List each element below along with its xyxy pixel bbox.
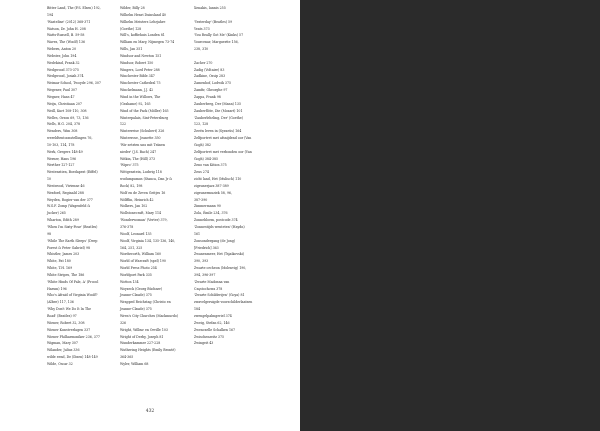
index-entry: Zamfir, Gheorghe 97 xyxy=(194,88,228,93)
index-entry: Jucker) 265 xyxy=(47,211,66,216)
index-entry: Zamenhof, Lodwik 375 xyxy=(194,81,231,86)
index-entry: Winterrose, Jeanette 350 xyxy=(120,136,161,141)
page-number: 432 xyxy=(145,409,155,414)
index-entry: (Albee) 117, 136 xyxy=(47,300,74,305)
index-entry: Who's Afraid of Virginia Woolf? xyxy=(47,293,98,298)
index-entry: Woolf, Virginia 134, 135-136, 140, xyxy=(120,238,176,243)
index-entry: Winchester Cathedral 75 xyxy=(120,81,161,86)
index-entry: Wegner, Hans 47 xyxy=(47,94,75,99)
index-entry: Zauberberg, Der (Mann) 135 xyxy=(194,101,241,106)
index-entry: Zeno van Kition 375 xyxy=(194,163,227,168)
index-entry: Częstochowa 378 xyxy=(194,286,223,291)
index-entry: Westwood, Vivienne 46 xyxy=(47,183,85,188)
index-entry: 376-378 xyxy=(120,225,134,229)
index-entry: Xenakis, Iannis 255 xyxy=(194,6,226,10)
index-entry: Windsor and Newton 151 xyxy=(120,53,162,58)
index-entry: Wingers, Lord Peter 288 xyxy=(120,67,160,72)
index-entry: Whistler, James 203 xyxy=(47,252,80,257)
index-column-3 xyxy=(194,5,260,347)
index-entry: Watson, Dr. John H. 208 xyxy=(47,26,86,31)
index-entry: Woyzeck (Georg Büchner) xyxy=(120,286,163,291)
index-entry: Wotton 134 xyxy=(120,279,139,284)
index-entry: Wordsworth, William 160 xyxy=(120,252,162,257)
index-entry: Winckelmann, J.J. 42 xyxy=(120,88,154,93)
index-column-2 xyxy=(120,5,186,368)
index-entry: 'While The Earth Sleeps' (Deep xyxy=(47,238,98,243)
index-entry: Zwischenzeitz 375 xyxy=(194,334,225,339)
index-entry: World Press Photo 254 xyxy=(120,266,157,271)
index-entry: 'When I'm Sixty-Four' (Beatles) xyxy=(47,225,98,229)
index-entry: Zelfportret met verbonden oor (Van xyxy=(194,149,252,154)
index-entry: Rock) 82, 198 xyxy=(120,183,143,188)
index-entry: [Friedrich] 363 xyxy=(194,245,219,250)
index-entry: Zwingeit 43 xyxy=(194,341,214,346)
index-entry: 98 xyxy=(47,231,52,236)
index-entry: Wunderkammer 227-228 xyxy=(120,341,161,346)
index-entry: Wilder, Billy 28 xyxy=(120,6,145,10)
index-entry: Zadig (Voltaire) 83 xyxy=(194,67,225,72)
index-entry: Zwanenmeer, Het (Tsjaikovski) xyxy=(194,252,244,257)
index-entry: Yeats 373 xyxy=(194,26,210,31)
index-entry: Wenders, Wim 308 xyxy=(47,129,78,134)
index-entry: 'Zonnestijds wenteten' (Haydn) xyxy=(194,225,245,229)
index-entry: Wölfflin, Heinrich 42 xyxy=(120,197,154,202)
index-entry: Wharton, Edith 289 xyxy=(47,218,79,223)
index-entry: White, T.H. 169 xyxy=(47,266,73,271)
index-entry: (Grahame) 92, 165 xyxy=(120,101,151,106)
index-entry: Wiener Philharmoniker 236, 377 xyxy=(47,334,100,339)
index-entry: Watts-Russell, B. 59-58 xyxy=(47,33,85,38)
index-entry: Weyden, Rogier van der 377 xyxy=(47,197,93,202)
index-entry: Wright of Derby, Joseph 81 xyxy=(120,334,164,339)
index-entry: 238, 310 xyxy=(194,47,209,52)
index-entry: zwavelgeruigde voorschilderlaatsen xyxy=(194,300,253,305)
index-entry: zwengelpalmgeriel 374 xyxy=(194,313,232,318)
index-entry: Worldport Park 335 xyxy=(120,272,152,277)
index-entry: Wiener, Robert 32, 308 xyxy=(47,320,85,325)
index-entry: Wills, Jan 351 xyxy=(120,47,143,52)
index-entry: Yourcenar, Marguerite 156, xyxy=(194,40,239,45)
index-entry xyxy=(194,53,260,60)
index-entry: Zola, Émile 234, 376 xyxy=(194,211,228,216)
index-entry: 'You Really Got Me' (Kinks) 57 xyxy=(194,33,244,38)
index-entry: William en Mary, Nijmegen 73-74 xyxy=(120,40,175,45)
index-entry: 'Yesterday' (Beatles) 59 xyxy=(194,19,233,24)
index-entry: 10-103, 114, 178 xyxy=(47,142,75,147)
index-entry: Winterreise (Schubert) 326 xyxy=(120,129,165,134)
index-entry: Wegener, Paul 307 xyxy=(47,88,78,93)
index-entry: Forest & Peter Gabriel) 98 xyxy=(47,245,90,250)
index-entry: Bitter Land, The (P.S. Elsen) 192, xyxy=(47,6,101,10)
index-entry: Woolf, Leonard 135 xyxy=(120,231,152,236)
index-entry: Wilander, Julius 336 xyxy=(47,348,80,353)
index-entry: Zimmermann 90 xyxy=(194,204,221,209)
index-entry: Weijn, Christiaan 207 xyxy=(47,101,82,106)
index-entry: 'Wonderwoman' (Verter) 379, xyxy=(120,218,168,223)
index-entry: W.G.F. Zomp (Wagenfeld & xyxy=(47,204,91,209)
index-entry: Zacher 270 xyxy=(194,60,213,65)
index-entry: Wolkers, Jan 102 xyxy=(120,204,148,209)
index-entry: Werner, Hans 196 xyxy=(47,156,77,161)
index-entry: (Goethe) 128 xyxy=(120,26,142,31)
index-entry: White, Pat 180 xyxy=(47,259,71,264)
index-entry: Wright, Wilbur en Orville 103 xyxy=(120,327,168,332)
index-entry: 326 xyxy=(120,320,127,325)
index-entry xyxy=(194,12,260,19)
index-entry: Wren's City Churches (Mackmurdo) xyxy=(120,313,179,318)
index-entry: 123, 128 xyxy=(194,122,209,127)
index-entry: 'White Hinds Of Pale, A' (Procol xyxy=(47,279,99,284)
index-entry: Road' (Beatles) 97 xyxy=(47,313,77,318)
index-entry: Wedgwood, Josiah 374 xyxy=(47,74,84,79)
index-entry: Wilde, Oscar 32 xyxy=(47,361,73,366)
index-entry: Wiener Kunstverlagen 337 xyxy=(47,327,91,332)
index-entry: Wilhelm Henri Duinsland 40 xyxy=(120,12,166,17)
index-entry: 161 xyxy=(194,231,201,236)
index-entry: Werk, Gregers 148-49 xyxy=(47,149,83,154)
empty-viewer-area xyxy=(300,0,600,431)
index-entry: wodumpumus (Stanca, Dan Jr & xyxy=(120,177,173,182)
index-entry: Wind of the Pack (Möller) 165 xyxy=(120,108,169,113)
index-entry: 10 xyxy=(47,177,52,182)
index-entry: Zwenczelle Schalken 167 xyxy=(194,327,236,332)
index-entry: wilde eend, De (Ibsen) 148-149 xyxy=(47,355,98,360)
index-entry: 'Why Don't We Do It In The xyxy=(47,307,92,312)
index-entry: Wyler, William 68 xyxy=(120,361,149,366)
index-entry: Wigman, Mary 307 xyxy=(47,341,78,346)
index-entry: Wexford, Reginald 288 xyxy=(47,190,84,195)
index-entry: Windsor, Robert 150 xyxy=(120,60,154,65)
index-entry: Zeeën leven in (Syraeüs) 164 xyxy=(194,129,242,134)
index-entry: zigeunermuziek 58, 96, xyxy=(194,190,232,195)
index-entry: Weimar School, Twoyde 296, 307 xyxy=(47,81,101,86)
index-entry: Winterpalais, Sint-Petersburg xyxy=(120,115,169,120)
index-entry: 'Zwarte Schilderijen' (Goya) 81 xyxy=(194,293,245,298)
index-entry: Werther 127-127 xyxy=(47,163,75,168)
index-entry: Wedgwood 373-375 xyxy=(47,67,79,72)
index-entry: Jeanne-Claude) 375 xyxy=(120,307,152,312)
index-entry: Webster, John 194 xyxy=(47,53,77,58)
index-entry: Welles, Orson 69, 73, 136 xyxy=(47,115,89,120)
index-entry: World of Warcraft (spel) 190 xyxy=(120,259,166,264)
index-entry: Zappa, Frank 98 xyxy=(194,94,221,99)
index-entry: Zweig, Stefan 62, 146 xyxy=(194,320,230,325)
index-entry: Zeus 274 xyxy=(194,170,209,175)
index-entry: Westenstien, Boedapest (Eiffel) xyxy=(47,170,98,175)
index-entry: Wedekind, Frank 32 xyxy=(47,60,80,65)
index-entry: wereldtentoonstellingen 76, xyxy=(47,136,93,141)
index-entry: Webern, Anton 20 xyxy=(47,47,77,52)
index-entry: Wollstonecraft, Mary 114 xyxy=(120,211,162,216)
index-entry: Wittgenstein, Ludwig 118 xyxy=(120,170,162,175)
index-entry: 164, 251, 325 xyxy=(120,245,143,250)
index-entry: Weill, Kurt 108-110, 308 xyxy=(47,108,87,113)
index-entry: Winchester Bible 347 xyxy=(120,74,155,79)
index-entry: Wuthering Heights (Emily Brontë) xyxy=(120,348,176,353)
index-entry: Zelfportret met afsnijdend oor (Van xyxy=(194,136,252,141)
index-entry: Harum) 196 xyxy=(47,286,67,291)
index-entry: White Stripes, The 186 xyxy=(47,272,85,277)
index-entry: Gogh) 382 xyxy=(194,142,211,147)
index-entry: Zonsondergang (de Jong) xyxy=(194,238,236,243)
index-entry: Zonnebloem, postcode 374 xyxy=(194,218,238,223)
index-entry: zigeunerjazz 387-389 xyxy=(194,183,229,188)
index-entry: 394, 396-397 xyxy=(194,272,216,277)
index-entry: Wilhelm Meisters Lehrjahre xyxy=(120,19,166,24)
index-entry: 'Wasteline' (2012) 368-371 xyxy=(47,19,91,24)
index-entry: nieder' (J.S. Bach) 247 xyxy=(120,149,157,154)
index-entry: 387-390 xyxy=(194,197,208,202)
index-entry: 'Zwarte Madonna van xyxy=(194,279,230,284)
index-entry: 184 xyxy=(194,307,201,312)
index-entry: Waves, The (Woolf) 136 xyxy=(47,40,86,45)
index-entry: 'Zauberlehrling, Der' (Goethe) xyxy=(194,115,244,120)
index-entry: Wrapped Reichstag (Christo en xyxy=(120,300,171,305)
index-entry: Will's, koffiehuis Londen 81 xyxy=(120,33,165,38)
index-entry: 122 xyxy=(120,122,127,127)
index-entry: Witkin, The (Hill) 373 xyxy=(120,156,156,161)
index-entry: Jeanne-Claude) 375 xyxy=(120,293,152,298)
index-entry: Gogh) 384-385 xyxy=(194,156,219,161)
index-entry: Zadkine, Ossip 283 xyxy=(194,74,226,79)
index-entry: Wind in the Willows, The xyxy=(120,94,161,99)
index-entry: zicht land, Het (Mulisch) 110 xyxy=(194,177,242,182)
index-entry: 390, 393 xyxy=(194,259,209,264)
index-entry: Wells, H.G. 204, 378 xyxy=(47,122,81,127)
index-entry: 194 xyxy=(47,12,54,17)
index-entry: 'Wipro' 375 xyxy=(120,163,139,168)
index-entry: Zauberflöte, Die (Mozart) 101 xyxy=(194,108,243,113)
index-column-1 xyxy=(47,5,113,368)
index-entry: 364-365 xyxy=(120,355,134,360)
index-entry: Wolf en de Zeven Geitjes 16 xyxy=(120,190,166,195)
index-entry: 'Wir setzten uns mit Tränen xyxy=(120,142,166,147)
index-entry: Zwarte orcheon (Molenvig) 190, xyxy=(194,266,247,271)
